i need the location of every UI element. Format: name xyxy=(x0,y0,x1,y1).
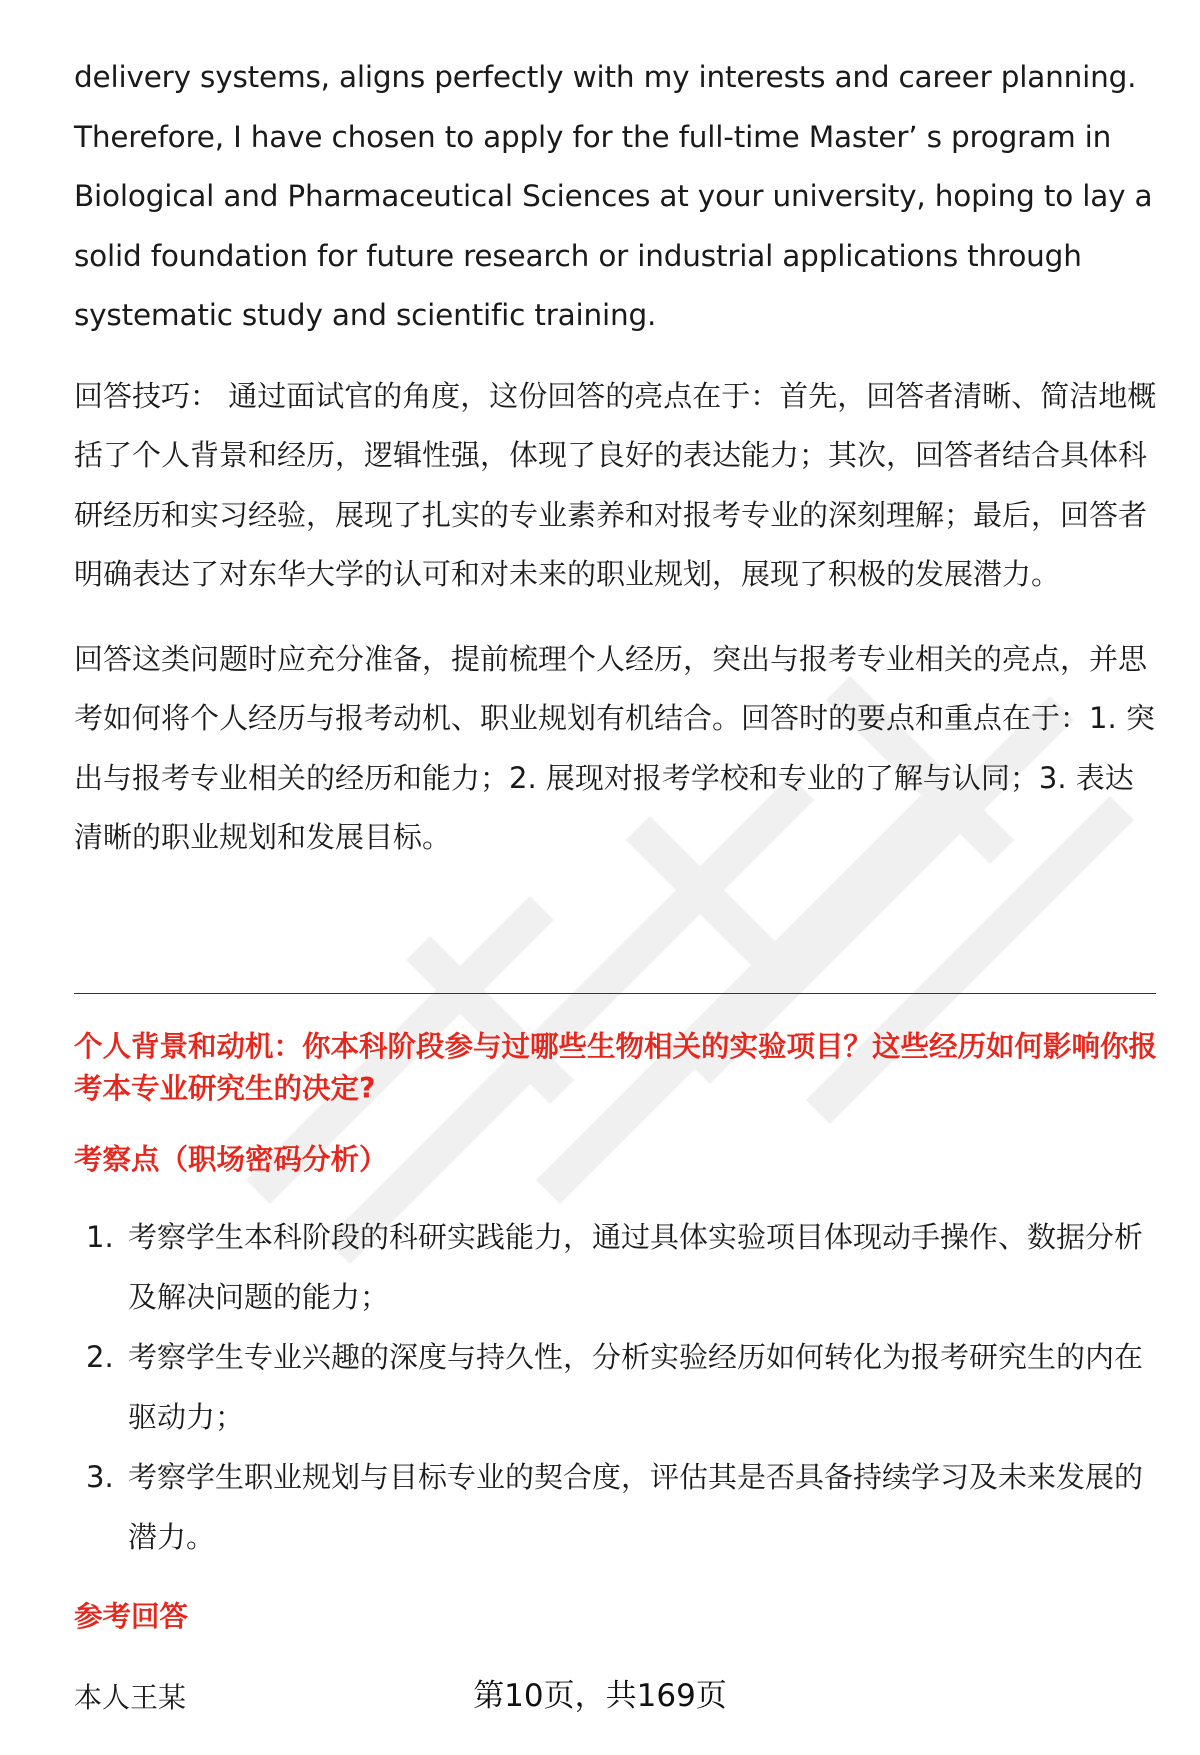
page-number: 第10页，共169页 xyxy=(473,1678,727,1714)
document-body xyxy=(74,48,1159,868)
assessment-heading: 考察点（职场密码分析） xyxy=(74,1143,388,1176)
answer-tip-paragraph: 回答技巧： 通过面试官的角度，这份回答的亮点在于：首先，回答者清晰、简洁地概括了个人背景和经历，逻辑性强，体现了良好的表达能力；其次，回答者结合具体科研经历和实习经验，展现了扎实的专业素养和对报考专业的深刻理解；最后，回答者明确表达了对东华大学的认可和对未来的职业规划，展现了积极的发展潜力。 xyxy=(74,378,1157,591)
advice-paragraph: 回答这类问题时应充分准备，提前梳理个人经历，突出与报考专业相关的亮点，并思考如何将个人经历与报考动机、职业规划有机结合。回答时的要点和重点在于：1. 突出与报考专业相关的经历和能力；2. 展现对报考学校和专业的了解与认同；3. 表达清晰的职业规划和发展目标。 xyxy=(74,641,1155,854)
list-item-text: 考察学生本科阶段的科研实践能力，通过具体实验项目体现动手操作、数据分析及解决问题的能力； xyxy=(128,1220,1144,1314)
list-item-text: 考察学生职业规划与目标专业的契合度，评估其是否具备持续学习及未来发展的潜力。 xyxy=(128,1460,1144,1554)
question-title: 个人背景和动机：你本科阶段参与过哪些生物相关的实验项目？这些经历如何影响你报考本专业研究生的决定? xyxy=(74,1030,1158,1105)
list-item xyxy=(74,1208,1159,1327)
cut-off-text: 本人王某 xyxy=(74,1681,187,1714)
english-paragraph: delivery systems, aligns perfectly with my interests and career planning. Therefore, I have chosen to apply for the full-time Master’ s program in Biological and Pharmaceutical Sciences at your university, hoping to lay a solid foundation for future research or industrial applications through systematic study and scientific training. xyxy=(74,60,1153,332)
section-divider xyxy=(74,993,1156,994)
assessment-list xyxy=(74,1208,1159,1568)
list-item xyxy=(74,1448,1159,1567)
list-item xyxy=(74,1328,1159,1447)
list-item-number: 1. xyxy=(86,1220,114,1254)
list-item-number: 2. xyxy=(86,1340,114,1374)
list-item-number: 3. xyxy=(86,1460,114,1494)
reference-answer-heading: 参考回答 xyxy=(74,1600,189,1633)
list-item-text: 考察学生专业兴趣的深度与持久性，分析实验经历如何转化为报考研究生的内在驱动力； xyxy=(128,1340,1144,1434)
